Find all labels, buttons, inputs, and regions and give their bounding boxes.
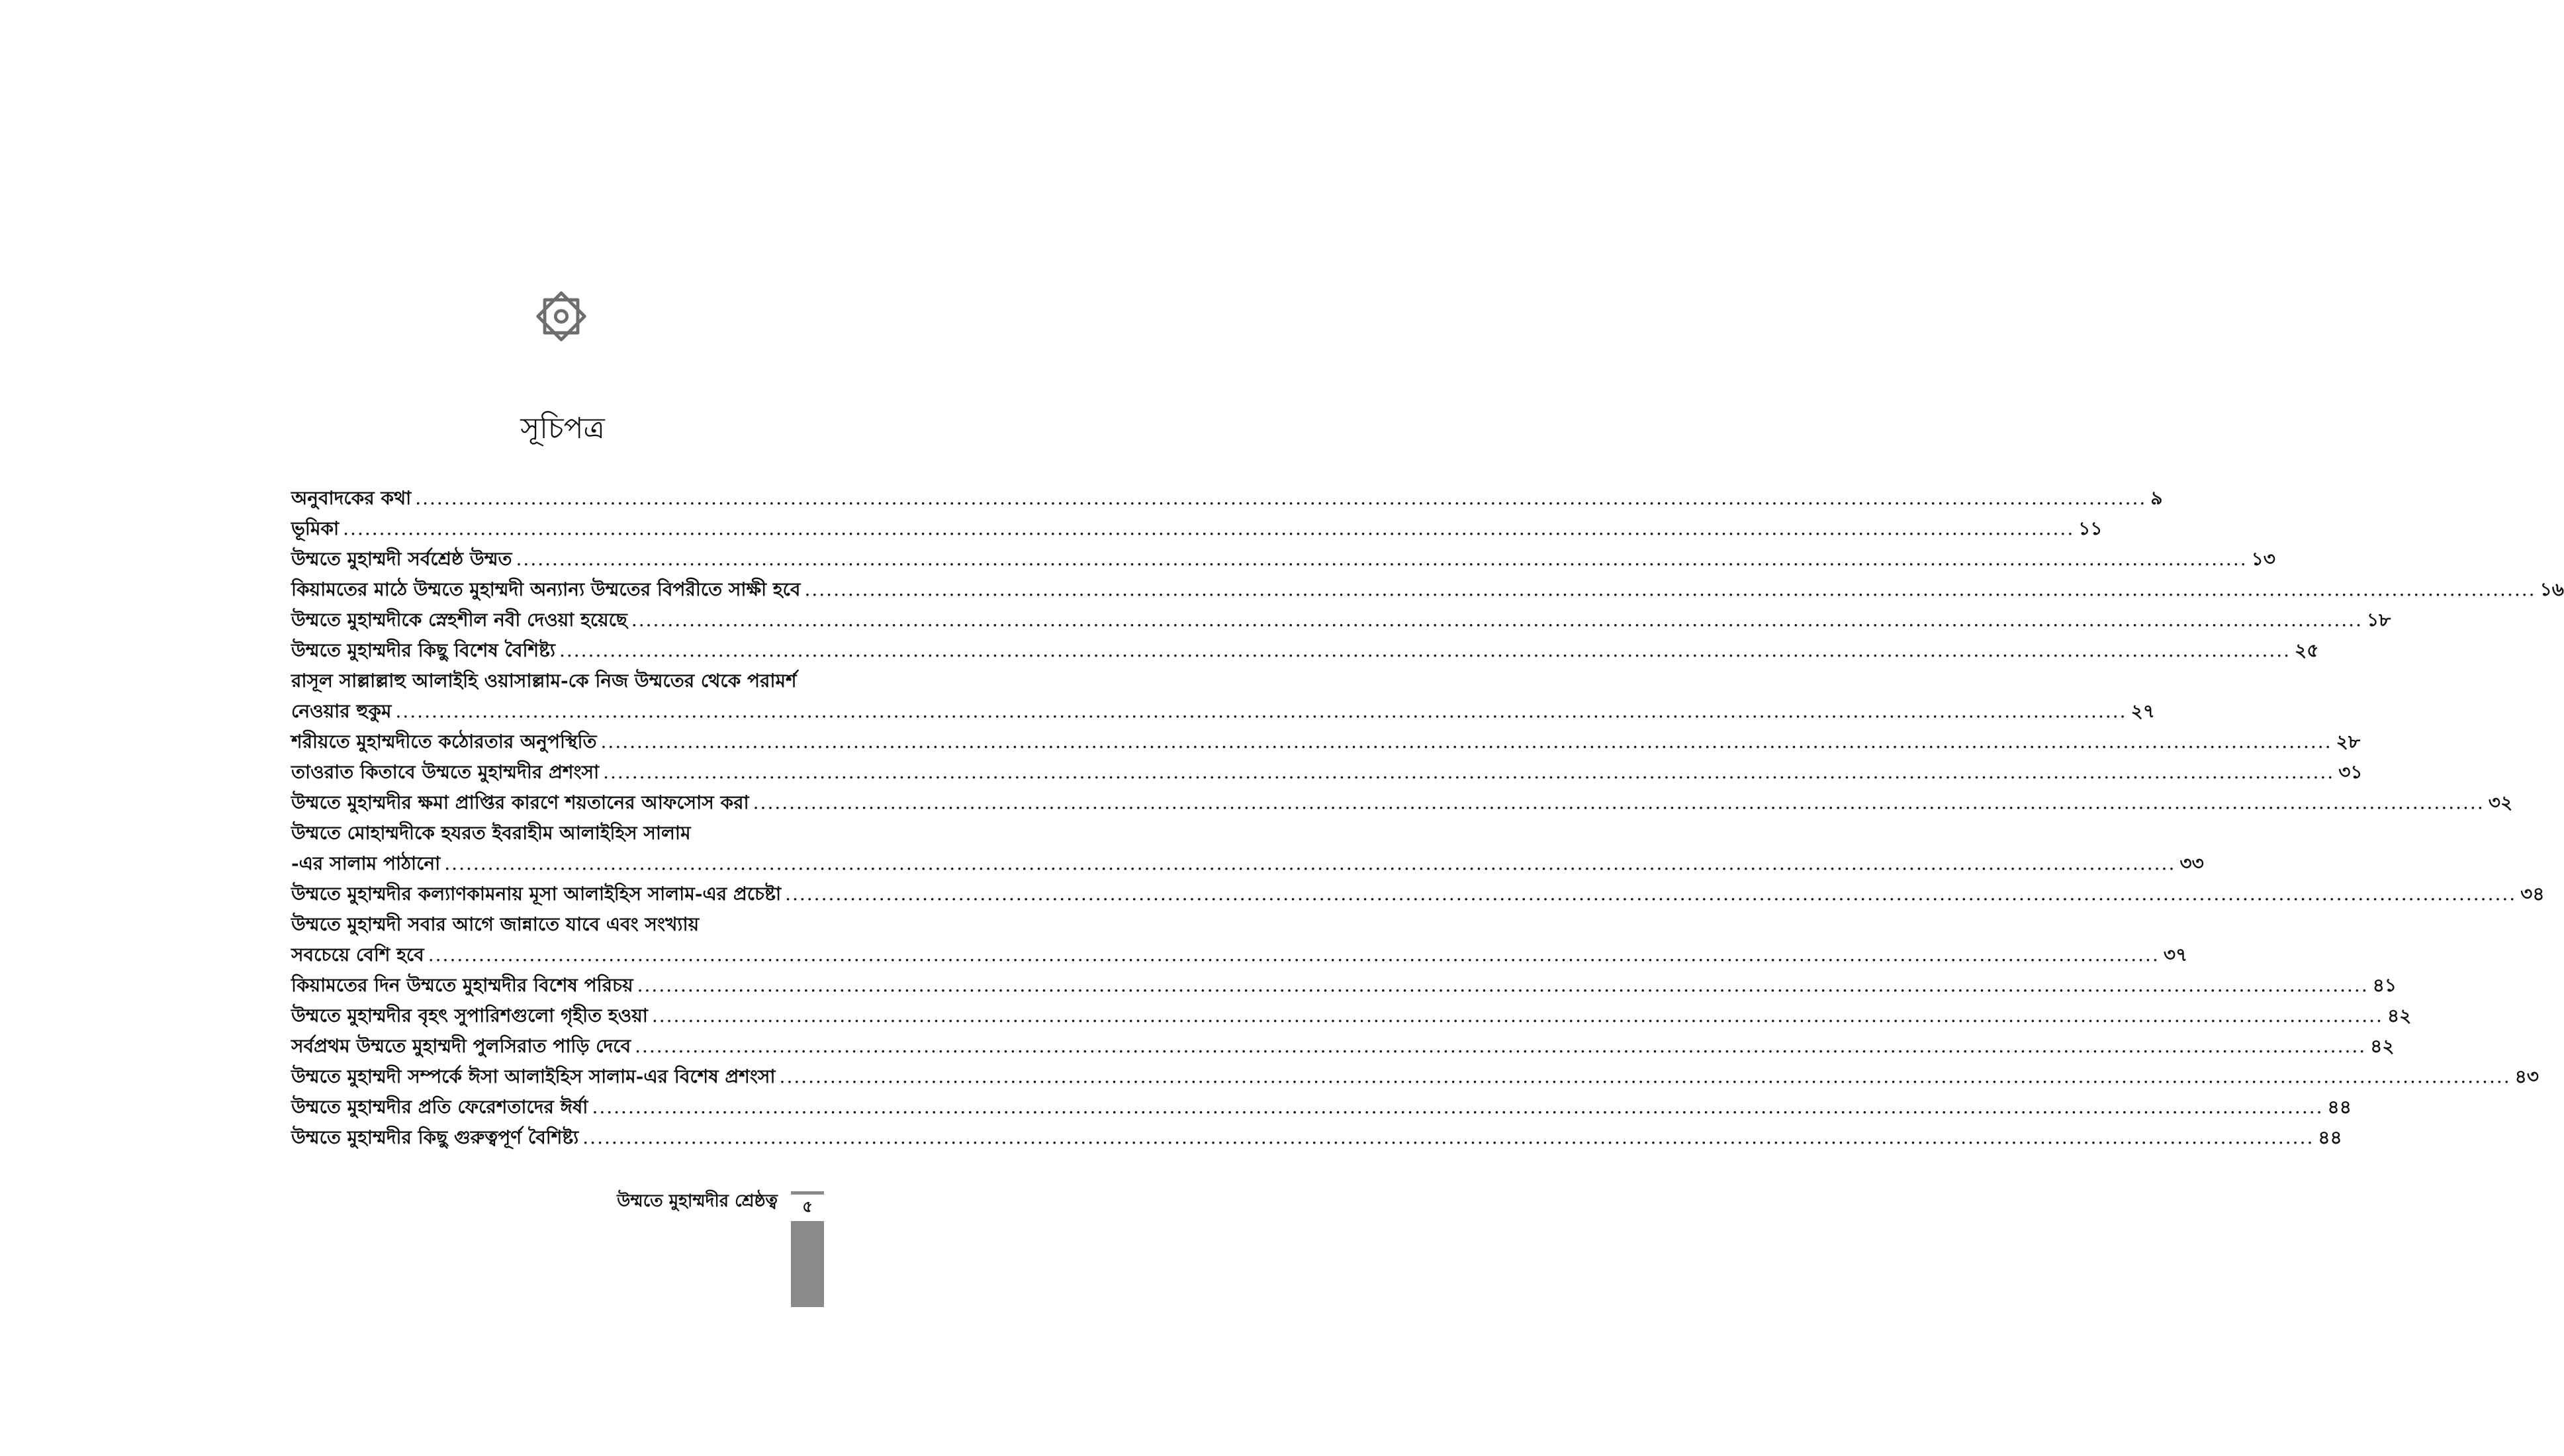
toc-entry[interactable]: [291, 514, 2103, 544]
dot-leader: [395, 696, 2127, 727]
toc-entry-title: উম্মতে মুহাম্মদীর ক্ষমা প্রাপ্তির কারণে শয়তানের আফসোস করা: [291, 792, 749, 813]
dot-leader: [516, 544, 2248, 574]
dot-leader: [631, 605, 2363, 635]
dot-leader: [428, 940, 2160, 970]
dot-leader: [592, 1092, 2323, 1122]
toc-entry-page: ১৩: [2251, 548, 2275, 570]
thumb-tab: [791, 1221, 824, 1307]
toc-entry-page: ৩১: [2338, 761, 2363, 783]
toc-entry-title: উম্মতে মুহাম্মদী সর্বশ্রেষ্ঠ উম্মত: [291, 548, 512, 570]
dot-leader: [785, 879, 2516, 909]
toc-entry-page: ৪১: [2372, 974, 2397, 996]
toc-entry-page: ৪২: [2370, 1035, 2395, 1057]
toc-entry-title: উম্মতে মুহাম্মদী সম্পর্কে ঈসা আলাইহিস সালাম-এর বিশেষ প্রশংসা: [291, 1066, 776, 1087]
toc-entry-title: তাওরাত কিতাবে উম্মতে মুহাম্মদীর প্রশংসা: [291, 761, 600, 783]
dot-leader: [601, 727, 2332, 757]
toc-entry[interactable]: [291, 848, 2204, 879]
toc-entry-page: ৩২: [2488, 792, 2513, 813]
toc-entry-page: ৪৪: [2318, 1126, 2342, 1148]
toc-entry[interactable]: [291, 757, 2363, 788]
toc-entry-title: উম্মতে মুহাম্মদী সবার আগে জান্নাতে যাবে এবং সংখ্যায়: [291, 913, 700, 935]
toc-entry[interactable]: [291, 544, 2275, 574]
toc-entry[interactable]: [291, 574, 2564, 605]
dot-leader: [343, 514, 2074, 544]
toc-entry-page: ১৮: [2366, 609, 2391, 631]
dot-leader: [559, 635, 2291, 666]
toc-entry[interactable]: [291, 879, 2545, 909]
toc-entry-page: ১১: [2078, 518, 2103, 539]
toc-entry-title: উম্মতে মোহাম্মদীকে হযরত ইবরাহীম আলাইহিস সালাম: [291, 822, 691, 844]
table-of-contents: [291, 483, 2564, 1153]
toc-entry-page: ৪৪: [2327, 1096, 2352, 1118]
toc-entry-title: উম্মতে মুহাম্মদীর কিছু বিশেষ বৈশিষ্ট্য: [291, 639, 555, 661]
toc-entry-title: রাসূল সাল্লাল্লাহু আলাইহি ওয়াসাল্লাম-কে নিজ উম্মতের থেকে পরামর্শ: [291, 670, 797, 692]
toc-entry-page: ৩৩: [2179, 852, 2204, 874]
toc-entry[interactable]: [291, 970, 2397, 1001]
toc-entry[interactable]: [291, 940, 2188, 970]
toc-entry[interactable]: [291, 1031, 2395, 1062]
toc-entry-first-line[interactable]: [291, 818, 821, 848]
toc-entry-page: ২৮: [2336, 731, 2360, 752]
toc-entry-title: সবচেয়ে বেশি হবে: [291, 944, 424, 966]
toc-entry-title: ভূমিকা: [291, 518, 340, 539]
toc-entry-title: উম্মতে মুহাম্মদীর কিছু গুরুত্বপূর্ণ বৈশিষ্ট্য: [291, 1126, 579, 1148]
dot-leader: [444, 848, 2175, 879]
toc-entry-first-line[interactable]: [291, 909, 821, 940]
dot-leader: [582, 1122, 2314, 1153]
dot-leader: [753, 788, 2485, 818]
toc-entry-title: শরীয়তে মুহাম্মদীতে কঠোরতার অনুপস্থিতি: [291, 731, 597, 752]
toc-entry-title: কিয়ামতের মাঠে উম্মতে মুহাম্মদী অন্যান্য উম্মতের বিপরীতে সাক্ষী হবে: [291, 578, 801, 600]
dot-leader: [780, 1062, 2511, 1092]
toc-entry-page: ৪২: [2387, 1005, 2412, 1026]
dot-leader: [804, 574, 2536, 605]
page-title: সূচিপত্র: [520, 412, 605, 445]
toc-entry-page: ৩৭: [2163, 944, 2188, 966]
dot-leader: [635, 1031, 2366, 1062]
toc-entry[interactable]: [291, 696, 2155, 727]
toc-entry-title: সর্বপ্রথম উম্মতে মুহাম্মদী পুলসিরাত পাড়ি দেবে: [291, 1035, 631, 1057]
toc-entry[interactable]: [291, 727, 2360, 757]
toc-entry-page: ৯: [2150, 487, 2163, 509]
dot-leader: [637, 970, 2369, 1001]
toc-entry-title: উম্মতে মুহাম্মদীর বৃহৎ সুপারিশগুলো গৃহীত হওয়া: [291, 1005, 648, 1026]
toc-entry[interactable]: [291, 1122, 2342, 1153]
toc-entry[interactable]: [291, 483, 2163, 514]
toc-entry[interactable]: [291, 1001, 2412, 1031]
toc-entry-title: উম্মতে মুহাম্মদীর কল্যাণকামনায় মূসা আলাইহিস সালাম-এর প্রচেষ্টা: [291, 883, 782, 905]
toc-entry[interactable]: [291, 1062, 2540, 1092]
dot-leader: [652, 1001, 2383, 1031]
toc-entry[interactable]: [291, 635, 2319, 666]
toc-entry-page: ২৫: [2295, 639, 2319, 661]
toc-entry[interactable]: [291, 605, 2391, 635]
geometric-rosette-icon: [529, 285, 593, 348]
dot-leader: [415, 483, 2146, 514]
toc-entry-title: উম্মতে মুহাম্মদীর প্রতি ফেরেশতাদের ঈর্ষা: [291, 1096, 588, 1118]
toc-entry-title: নেওয়ার হুকুম: [291, 700, 392, 722]
toc-entry-page: ৩৪: [2520, 883, 2545, 905]
toc-entry-page: ২৭: [2130, 700, 2155, 722]
toc-entry-title: কিয়ামতের দিন উম্মতে মুহাম্মদীর বিশেষ পরিচয়: [291, 974, 633, 996]
toc-entry-title: -এর সালাম পাঠানো: [291, 852, 441, 874]
toc-entry[interactable]: [291, 1092, 2352, 1122]
toc-entry[interactable]: [291, 788, 2513, 818]
toc-entry-page: ৪৩: [2514, 1066, 2540, 1087]
page-number: ৫: [802, 1197, 813, 1216]
running-title: উম্মতে মুহাম্মদীর শ্রেষ্ঠত্ব: [617, 1191, 778, 1211]
dot-leader: [603, 757, 2334, 788]
toc-entry-page: ১৬: [2540, 578, 2564, 600]
toc-entry-first-line[interactable]: [291, 666, 821, 696]
toc-entry-title: অনুবাদকের কথা: [291, 487, 412, 509]
toc-entry-title: উম্মতে মুহাম্মদীকে স্নেহশীল নবী দেওয়া হয়েছে: [291, 609, 627, 631]
